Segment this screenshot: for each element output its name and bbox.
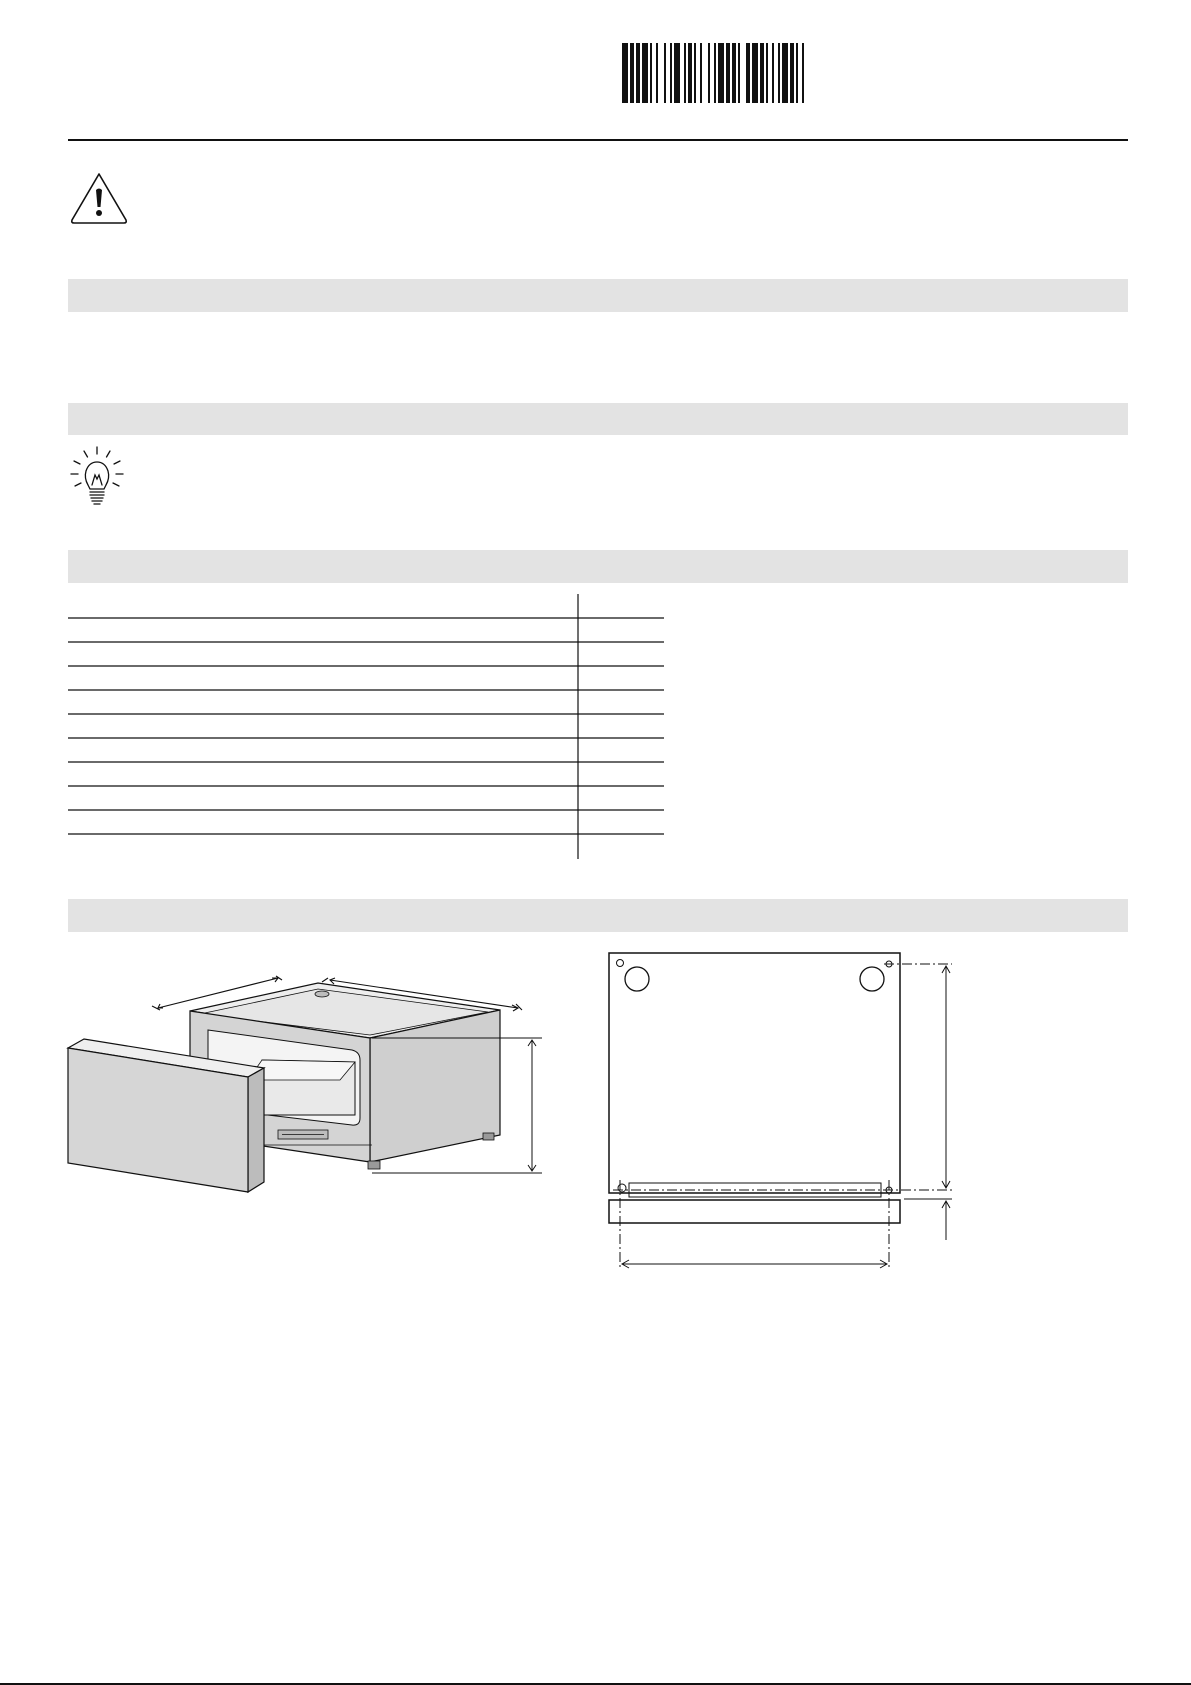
barcode-bar [700, 43, 702, 103]
barcode-bar [752, 43, 758, 103]
barcode-bar [650, 43, 652, 103]
barcode-bar [622, 43, 628, 103]
barcode-bar [772, 43, 774, 103]
barcode-bar [674, 43, 680, 103]
barcode-bar [726, 43, 730, 103]
barcode-bar [684, 43, 686, 103]
pedestal-top-view-illustration [600, 945, 960, 1275]
barcode-bar [802, 43, 804, 103]
section-band-4 [68, 899, 1128, 932]
warning-triangle-icon [68, 170, 130, 226]
barcode-bar [796, 43, 798, 103]
barcode-bar [656, 43, 658, 103]
barcode [622, 43, 882, 103]
section-band-3 [68, 550, 1128, 583]
barcode-bar [732, 43, 736, 103]
barcode-bar [714, 43, 716, 103]
barcode-bar [760, 43, 764, 103]
pedestal-drawer-illustration [66, 970, 546, 1200]
barcode-bar [708, 43, 710, 103]
section-band-1 [68, 279, 1128, 312]
barcode-bar [664, 43, 666, 103]
barcode-bar [782, 43, 788, 103]
barcode-bar [642, 43, 648, 103]
barcode-bar [636, 43, 640, 103]
barcode-bar [738, 43, 740, 103]
barcode-bar [790, 43, 794, 103]
barcode-bar [694, 43, 696, 103]
barcode-bar [746, 43, 750, 103]
barcode-bar [718, 43, 724, 103]
barcode-bar [688, 43, 692, 103]
parts-table [68, 594, 664, 859]
barcode-bar [766, 43, 768, 103]
barcode-bar [630, 43, 634, 103]
header-rule [68, 139, 1128, 141]
section-band-2 [68, 403, 1128, 435]
lightbulb-tip-icon [68, 445, 126, 509]
barcode-bar [670, 43, 672, 103]
barcode-bar [778, 43, 780, 103]
